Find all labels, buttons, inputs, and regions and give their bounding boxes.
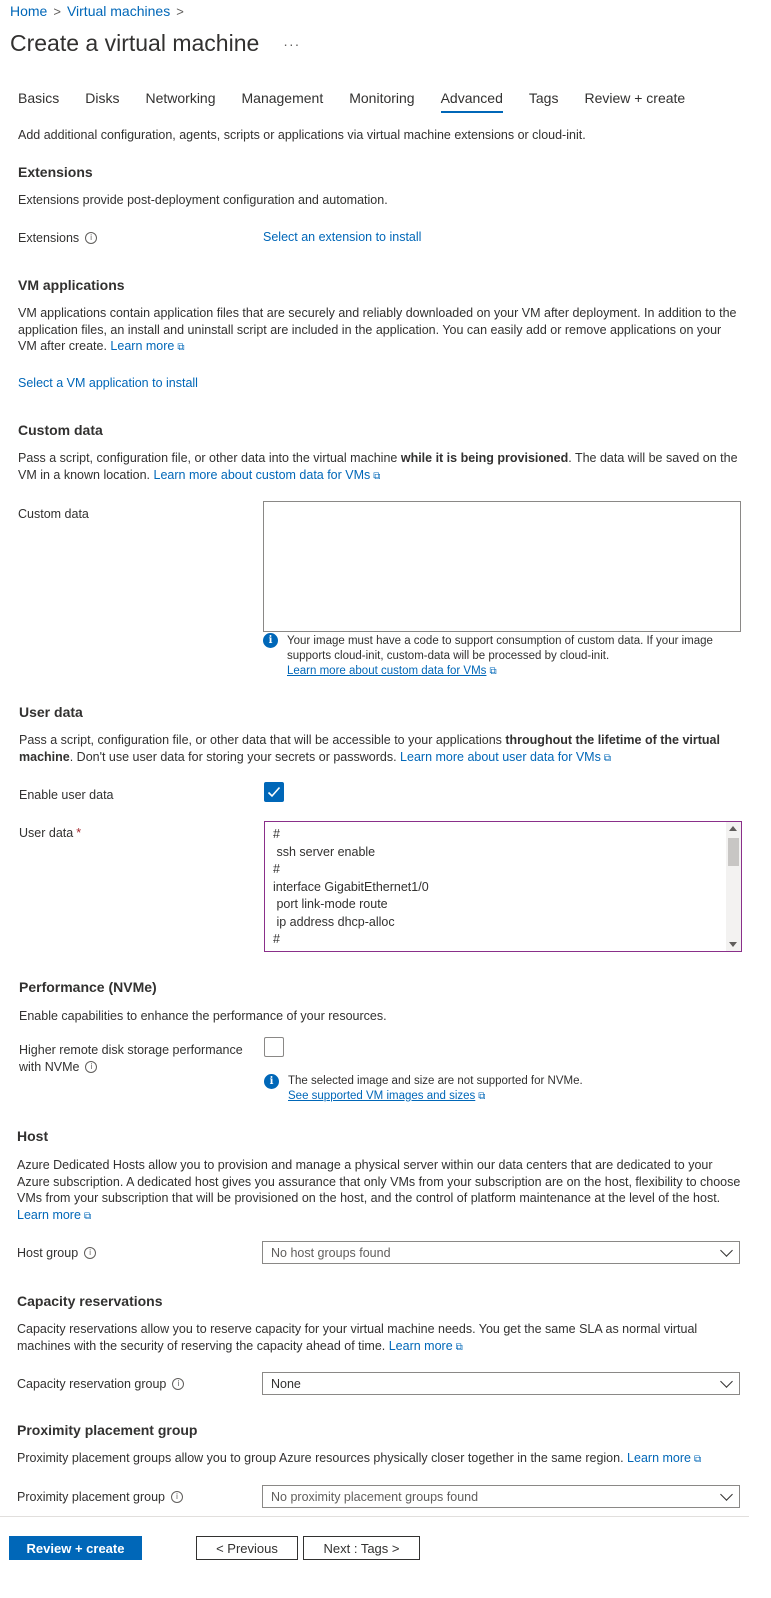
proximity-learn-more-link[interactable]: Learn more [627, 1451, 691, 1465]
tab-disks[interactable]: Disks [85, 90, 120, 106]
chevron-down-icon [720, 1244, 733, 1257]
capacity-description-text: Capacity reservations allow you to reserve capacity for your virtual machine needs. You get the same SLA as normal virtual machines with the security of reserving the capacity ahead of time. [17, 1322, 698, 1353]
capacity-group-select[interactable] [262, 1372, 740, 1395]
info-filled-icon: i [264, 1074, 279, 1089]
info-icon[interactable]: i [171, 1491, 183, 1503]
custom-data-description-tail: . The data will be saved on the VM in a known location. [18, 451, 738, 482]
user-data-line: # [273, 932, 280, 946]
capacity-group-label-row [17, 1377, 184, 1391]
capacity-description [17, 1321, 743, 1356]
capacity-learn-more-link[interactable]: Learn more [388, 1338, 453, 1353]
required-asterisk: * [76, 826, 82, 840]
breadcrumb-virtual-machines[interactable]: Virtual machines [66, 3, 171, 19]
user-data-label: User data [19, 826, 74, 840]
capacity-group-value: None [271, 1376, 301, 1391]
select-extension-link[interactable]: Select an extension to install [263, 230, 422, 244]
extensions-heading: Extensions [18, 164, 93, 180]
user-data-line: # [273, 827, 280, 841]
user-data-description-tail: . Don't use user data for storing your secrets or passwords. [69, 749, 397, 764]
external-link-icon: ⧉ [603, 752, 611, 764]
nvme-label-line-row [19, 1059, 243, 1076]
nvme-label-line: with NVMe [19, 1059, 80, 1074]
tab-basics[interactable]: Basics [18, 90, 60, 106]
nvme-checkbox[interactable] [264, 1037, 284, 1057]
user-data-line: interface GigabitEthernet1/0 [273, 879, 429, 894]
proximity-description-text: Proximity placement groups allow you to group Azure resources physically closer together in the same region. [17, 1451, 624, 1465]
user-data-heading: User data [19, 704, 83, 720]
custom-data-heading: Custom data [18, 422, 103, 438]
enable-user-data-checkbox[interactable] [264, 782, 284, 802]
custom-data-description-text: Pass a script, configuration file, or other data into the virtual machine [18, 451, 401, 465]
nvme-label [19, 1042, 243, 1075]
performance-heading: Performance (NVMe) [19, 979, 157, 995]
select-vm-application-link[interactable]: Select a VM application to install [18, 376, 198, 390]
custom-data-note-link[interactable]: Learn more about custom data for VMs [287, 665, 487, 677]
extensions-label-row [18, 231, 97, 245]
tab-bar [18, 90, 711, 113]
host-description [17, 1157, 743, 1225]
host-heading: Host [17, 1128, 49, 1144]
extensions-label: Extensions [18, 231, 80, 245]
scrollbar-thumb[interactable] [728, 838, 739, 866]
nvme-note [288, 1074, 708, 1104]
user-data-label-row [19, 826, 81, 840]
tab-management[interactable]: Management [241, 90, 324, 106]
user-data-scrollbar[interactable] [726, 822, 741, 951]
external-link-icon: ⧉ [489, 666, 497, 677]
proximity-description [17, 1450, 743, 1469]
host-group-label-row [17, 1246, 96, 1260]
previous-button[interactable]: < Previous [196, 1536, 298, 1560]
vm-applications-heading: VM applications [18, 277, 125, 293]
more-options-icon[interactable]: ··· [283, 35, 301, 52]
custom-data-note-text: Your image must have a code to support consumption of custom data. If your image supports cloud-init, custom-data will be processed by cloud-init. [287, 635, 713, 662]
info-icon[interactable]: i [85, 232, 97, 244]
page-title-row [10, 30, 300, 57]
nvme-label-line: Higher remote disk storage performance [19, 1043, 243, 1057]
host-description-text: Azure Dedicated Hosts allow you to provision and manage a physical server within our data centers that are dedicated to your Azure subscription. A dedicated host gives you assurance that only VMs from your subscription are on the host, flexibility to choose VMs from your subscription that will be provisioned on the host, and the control of platform maintenance at the level of the host. [17, 1158, 741, 1205]
host-group-value: No host groups found [271, 1245, 391, 1260]
tab-review-create[interactable]: Review + create [584, 90, 686, 106]
extensions-description: Extensions provide post-deployment configuration and automation. [18, 193, 388, 207]
user-data-content [273, 826, 429, 949]
capacity-group-label: Capacity reservation group [17, 1377, 167, 1391]
scroll-up-icon[interactable] [729, 826, 737, 831]
vm-applications-description-text: VM applications contain application files that are securely and reliably downloaded on your VM after deployment. In addition to the application files, an install and uninstall script are included in the application. You can easily add or remove applications on your VM after create. [18, 306, 737, 353]
user-data-line: # [273, 862, 280, 876]
user-data-line: port link-mode route [273, 897, 388, 911]
info-filled-icon: i [263, 633, 278, 648]
proximity-heading: Proximity placement group [17, 1422, 198, 1438]
user-data-description-bold: throughout the lifetime of the virtual machine [19, 733, 720, 764]
tab-advanced[interactable]: Advanced [441, 90, 503, 113]
external-link-icon: ⧉ [83, 1210, 92, 1222]
host-learn-more-link[interactable]: Learn more [17, 1207, 81, 1222]
custom-data-learn-more-link[interactable]: Learn more about custom data for VMs [153, 467, 371, 482]
supported-vm-images-link[interactable]: See supported VM images and sizes [288, 1090, 476, 1102]
external-link-icon: ⧉ [373, 470, 381, 482]
user-data-textarea[interactable] [264, 821, 742, 952]
scroll-down-icon[interactable] [729, 942, 737, 947]
user-data-line: ip address dhcp-alloc [273, 914, 395, 929]
intro-text: Add additional configuration, agents, scripts or applications via virtual machine extensions or cloud-init. [18, 128, 586, 142]
page-title: Create a virtual machine [10, 30, 260, 56]
info-icon[interactable]: i [84, 1247, 96, 1259]
host-group-select[interactable] [262, 1241, 740, 1264]
capacity-heading: Capacity reservations [17, 1293, 163, 1309]
checkmark-icon [267, 786, 281, 798]
proximity-group-select[interactable] [262, 1485, 740, 1508]
external-link-icon: ⧉ [177, 342, 185, 353]
custom-data-note [287, 634, 717, 679]
proximity-group-value: No proximity placement groups found [271, 1489, 479, 1504]
breadcrumb [10, 3, 184, 19]
vm-applications-description [18, 305, 743, 357]
custom-data-description [18, 450, 743, 485]
review-create-button[interactable]: Review + create [9, 1536, 142, 1560]
tab-monitoring[interactable]: Monitoring [349, 90, 415, 106]
user-data-description [19, 732, 743, 767]
external-link-icon: ⧉ [693, 1454, 702, 1465]
user-data-description-text: Pass a script, configuration file, or other data that will be accessible to your applications [19, 733, 506, 747]
custom-data-textarea[interactable] [263, 501, 741, 632]
performance-description: Enable capabilities to enhance the performance of your resources. [19, 1009, 387, 1023]
chevron-down-icon [720, 1375, 733, 1388]
external-link-icon: ⧉ [455, 1341, 463, 1353]
tab-tags[interactable]: Tags [528, 90, 559, 106]
footer-divider [0, 1516, 749, 1517]
custom-data-label: Custom data [18, 507, 89, 521]
user-data-line: ssh server enable [273, 844, 376, 859]
proximity-group-label: Proximity placement group [17, 1490, 165, 1504]
breadcrumb-separator: > [53, 3, 61, 19]
user-data-learn-more-link[interactable]: Learn more about user data for VMs [400, 749, 601, 764]
next-tags-button[interactable]: Next : Tags > [303, 1536, 420, 1560]
vm-applications-learn-more-link[interactable]: Learn more [110, 339, 175, 353]
breadcrumb-separator: > [176, 3, 184, 19]
host-group-label: Host group [17, 1246, 79, 1260]
info-icon[interactable]: i [172, 1378, 184, 1390]
proximity-group-label-row [17, 1490, 183, 1504]
tab-networking[interactable]: Networking [145, 90, 216, 106]
info-icon[interactable]: i [85, 1061, 97, 1073]
breadcrumb-home[interactable]: Home [10, 3, 48, 19]
custom-data-description-bold: while it is being provisioned [400, 451, 569, 465]
nvme-note-text: The selected image and size are not supported for NVMe. [288, 1075, 583, 1087]
external-link-icon: ⧉ [478, 1091, 486, 1102]
enable-user-data-label: Enable user data [19, 788, 114, 802]
chevron-down-icon [720, 1488, 733, 1501]
